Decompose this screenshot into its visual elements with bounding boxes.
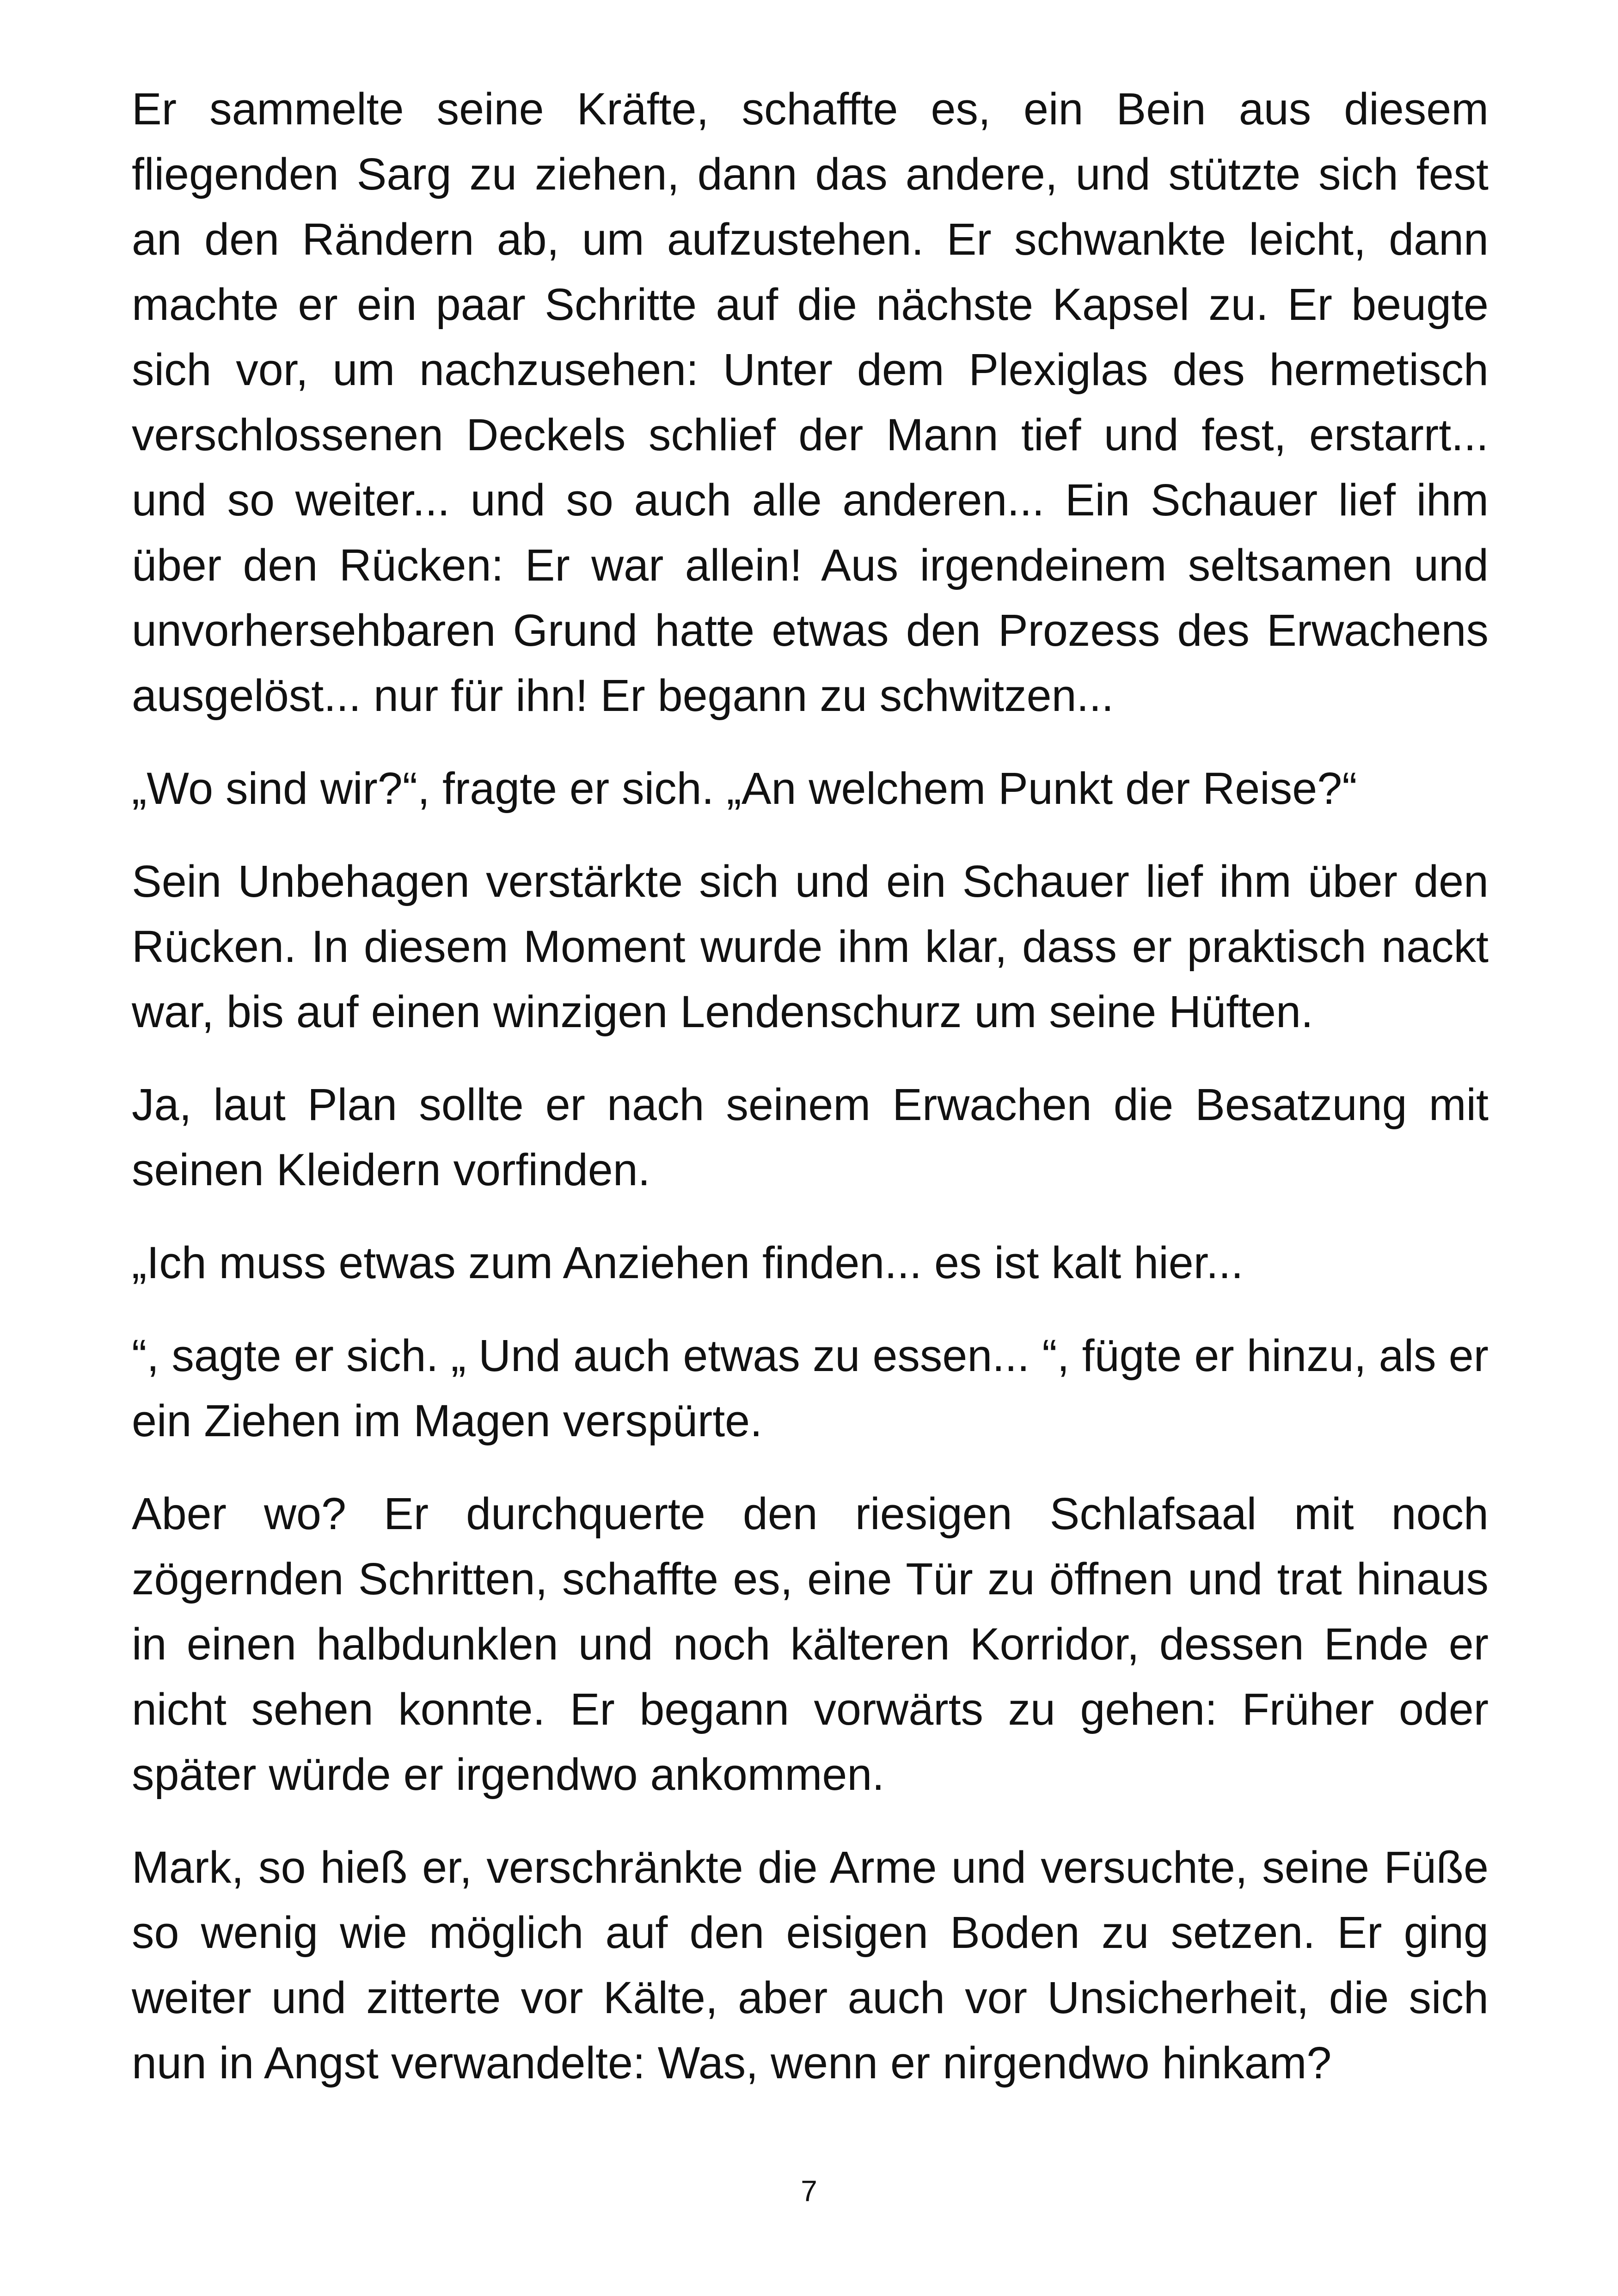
paragraph-2: „Wo sind wir?“, fragte er sich. „An welchem Punkt der Reise?“	[132, 763, 1357, 814]
paragraph-5: „Ich muss etwas zum Anziehen finden... es ist kalt hier...	[132, 1237, 1244, 1288]
body-text	[132, 76, 1489, 2123]
paragraph-3: Sein Unbehagen verstärkte sich und ein Schauer lief ihm über den Rücken. In diesem Moment wurde ihm klar, dass er praktisch nackt war, bis auf einen winzigen Lendenschurz um seine Hüften.	[132, 856, 1489, 1037]
paragraph-6: “, sagte er sich. „ Und auch etwas zu essen... “, fügte er hinzu, als er ein Ziehen im Magen verspürte.	[132, 1330, 1489, 1446]
page-number: 7	[801, 2174, 817, 2208]
paragraph-4: Ja, laut Plan sollte er nach seinem Erwachen die Besatzung mit seinen Kleidern vorfinden.	[132, 1079, 1489, 1195]
paragraph-7: Aber wo? Er durchquerte den riesigen Schlafsaal mit noch zögernden Schritten, schaffte es, eine Tür zu öffnen und trat hinaus in einen halbdunklen und noch kälteren Korridor, dessen Ende er nicht sehen konnte. Er begann vorwärts zu gehen: Früher oder später würde er irgendwo ankommen.	[132, 1488, 1489, 1800]
paragraph-1: Er sammelte seine Kräfte, schaffte es, ein Bein aus diesem fliegenden Sarg zu ziehen, dann das andere, und stützte sich fest an den Rändern ab, um aufzustehen. Er schwankte leicht, dann machte er ein paar Schritte auf die nächste Kapsel zu. Er beugte sich vor, um nachzusehen: Unter dem Plexiglas des hermetisch verschlossenen Deckels schlief der Mann tief und fest, erstarrt... und so weiter... und so auch alle anderen... Ein Schauer lief ihm über den Rücken: Er war allein! Aus irgendeinem seltsamen und unvorhersehbaren Grund hatte etwas den Prozess des Erwachens ausgelöst... nur für ihn! Er begann zu schwitzen...	[132, 84, 1489, 721]
paragraph-8: Mark, so hieß er, verschränkte die Arme und versuchte, seine Füße so wenig wie möglich auf den eisigen Boden zu setzen. Er ging weiter und zitterte vor Kälte, aber auch vor Unsicherheit, die sich nun in Angst verwandelte: Was, wenn er nirgendwo hinkam?	[132, 1842, 1489, 2088]
